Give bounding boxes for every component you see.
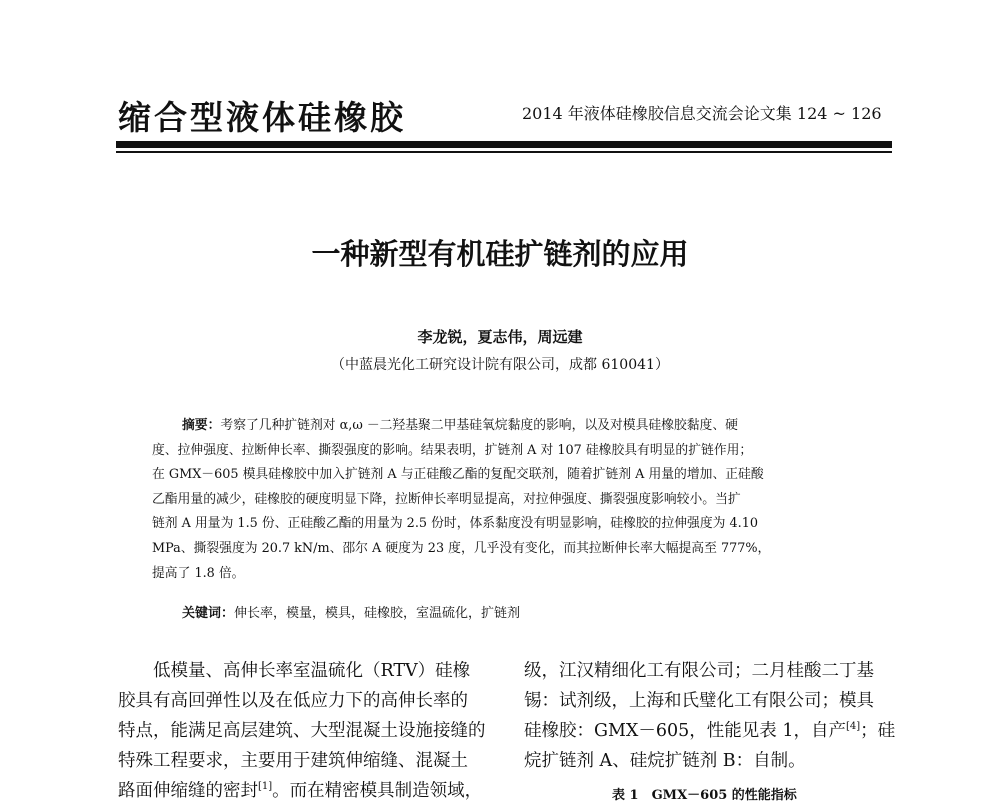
- abstract-line: 乙酯用量的减少，硅橡胶的硬度明显下降，拉断伸长率明显提高，对拉伸强度、撕裂强度影响较小。当扩: [152, 491, 741, 507]
- body-text: 硅橡胶：GMX－605，性能见表 1，自产: [524, 721, 846, 741]
- affiliation: （中蓝晨光化工研究设计院有限公司，成都 610041）: [331, 357, 669, 373]
- body-text: ；硅: [860, 721, 896, 741]
- authors: 李龙锐，夏志伟，周远建: [417, 328, 583, 346]
- body-line: 特殊工程要求，主要用于建筑伸缩缝、混凝土: [118, 751, 468, 771]
- citation-ref-4: [4]: [845, 721, 861, 733]
- abstract-line: [152, 414, 872, 439]
- abstract-line: MPa、撕裂强度为 20.7 kN/m、邵尔 A 硬度为 23 度，几乎没有变化，而其拉断伸长率大幅提高至 777%，: [152, 540, 771, 556]
- body-line: 胶具有高回弹性以及在低应力下的高伸长率的: [118, 691, 468, 711]
- table-caption: 表 1 GMX－605 的性能指标: [612, 788, 797, 803]
- body-text: 。而在精密模具制造领域，: [272, 781, 483, 801]
- header-rule-thin: [116, 151, 892, 153]
- keywords-text: 伸长率，模量，模具，硅橡胶，室温硫化，扩链剂: [234, 606, 521, 621]
- abstract-line: 度、拉伸强度、拉断伸长率、撕裂强度的影响。结果表明，扩链剂 A 对 107 硅橡胶具有明显的扩链作用；: [152, 442, 753, 458]
- abstract-label: 摘要：: [182, 418, 221, 433]
- body-column-left: [118, 656, 496, 806]
- series-title: 缩合型液体硅橡胶: [118, 98, 406, 137]
- abstract: [152, 414, 872, 586]
- body-line: [524, 716, 894, 746]
- abstract-line: 在 GMX－605 模具硅橡胶中加入扩链剂 A 与正硅酸乙酯的复配交联剂，随着扩链剂 A 用量的增加、正硅酸: [152, 467, 764, 483]
- abstract-line: 提高了 1.8 倍。: [152, 565, 245, 581]
- body-line: [118, 776, 496, 806]
- keywords: [182, 602, 520, 621]
- body-line: 级，江汉精细化工有限公司；二月桂酸二丁基: [524, 661, 874, 681]
- paper-title: 一种新型有机硅扩链剂的应用: [311, 237, 689, 271]
- body-line: 特点，能满足高层建筑、大型混凝土设施接缝的: [118, 721, 486, 741]
- keywords-label: 关键词：: [182, 606, 235, 621]
- proceedings-citation: 2014 年液体硅橡胶信息交流会论文集 124 ~ 126: [522, 104, 882, 123]
- body-text: 路面伸缩缝的密封: [118, 781, 258, 801]
- body-column-right: [524, 656, 894, 776]
- abstract-text: 考察了几种扩链剂对 α,ω －二羟基聚二甲基硅氧烷黏度的影响，以及对模具硅橡胶黏度、硬: [220, 418, 738, 433]
- body-line: 锡：试剂级，上海和氏璧化工有限公司；模具: [524, 691, 874, 711]
- body-line: 低模量、高伸长率室温硫化（RTV）硅橡: [153, 661, 471, 681]
- citation-ref-1: [1]: [258, 781, 273, 793]
- header-rule-thick: [116, 141, 892, 148]
- body-line: 烷扩链剂 A、硅烷扩链剂 B：自制。: [524, 751, 806, 771]
- abstract-line: 链剂 A 用量为 1.5 份、正硅酸乙酯的用量为 2.5 份时，体系黏度没有明显影响，硅橡胶的拉伸强度为 4.10: [152, 516, 758, 532]
